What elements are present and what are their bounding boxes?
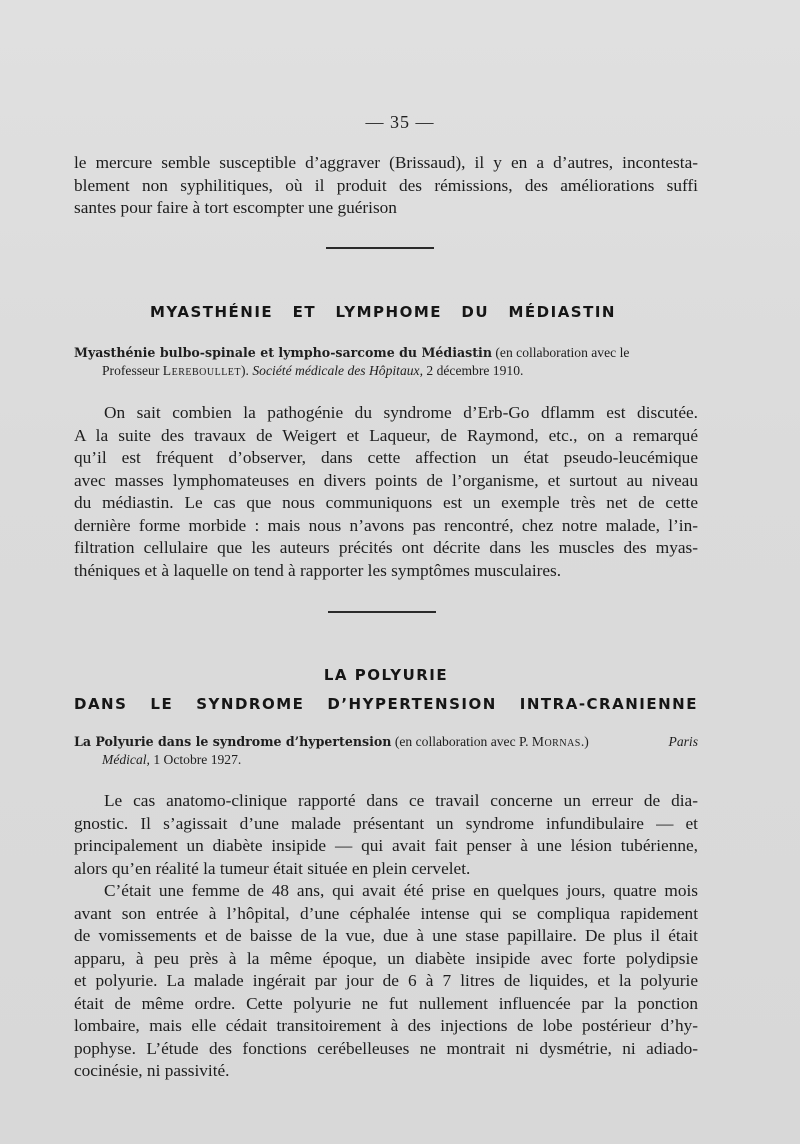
text-line: théniques et à laquelle on tend à rapporter les symptômes musculaires.: [74, 560, 562, 580]
reference-journal: Paris: [668, 734, 698, 749]
reference-journal: Société médicale des Hôpitaux,: [252, 363, 423, 378]
text-line: Le cas anatomo-clinique rapporté dans ce travail concerne un erreur de dia-: [104, 791, 698, 810]
section-divider: [326, 247, 434, 249]
section-heading-polyurie-line1: [74, 666, 698, 684]
heading-word: LE: [150, 695, 174, 713]
body-paragraph-polyurie-2: [74, 880, 698, 1083]
text-line: A la suite des travaux de Weigert et Laqueur, de Raymond, etc., on a remarqué: [74, 425, 698, 445]
text-line: était de même ordre. Cette polyurie ne fut nullement influencée par la ponction: [74, 993, 698, 1013]
text-line: gnostic. Il s’agissait d’une malade présentant un syndrome infundibulaire — et: [74, 813, 698, 833]
heading-word: D’HYPERTENSION: [327, 695, 497, 713]
intro-paragraph: [74, 152, 698, 220]
text-line: blement non syphilitiques, où il produit des rémissions, des améliorations suffi: [74, 175, 698, 195]
reference-title: Myasthénie bulbo-spinale et lympho-sarcome du Médiastin: [74, 345, 492, 360]
text-line: dernière forme morbide : mais nous n’avons pas rencontré, chez notre malade, l’in-: [74, 515, 698, 535]
reference-journal: Médical,: [102, 752, 150, 767]
text-line: pophyse. L’étude des fonctions cerébelleuses ne montrait ni dysmétrie, ni adiado-: [74, 1038, 698, 1058]
heading-word: ET: [292, 303, 317, 321]
text-line: C’était une femme de 48 ans, qui avait été prise en quelques jours, quatre mois: [104, 881, 698, 900]
section-divider: [328, 611, 436, 613]
heading-word: LYMPHOME: [335, 303, 442, 321]
reference-text: .): [580, 734, 589, 749]
reference-text: Professeur: [102, 363, 163, 378]
reference-author: Mornas: [531, 734, 581, 749]
heading-word: MYASTHÉNIE: [150, 303, 274, 321]
reference-date: 2 décembre 1910.: [422, 363, 524, 378]
text-line: santes pour faire à tort escompter une guérison: [74, 198, 397, 217]
text-line: principalement un diabète insipide — qui avait fait penser à une lésion tubérienne,: [74, 836, 698, 855]
heading-word: INTRA-CRANIENNE: [519, 695, 698, 713]
text-line: le mercure semble susceptible d’aggraver (Brissaud), il y en a d’autres, incontesta-: [74, 153, 698, 172]
text-line: avec masses lymphomateuses en divers points de l’organisme, et surtout au niveau: [74, 470, 698, 490]
heading-word: DANS: [74, 695, 128, 713]
text-line: apparu, à peu près à la même époque, un diabète insipide avec forte polydipsie: [74, 948, 698, 968]
body-paragraph-myasthenie: [74, 402, 698, 582]
reference-text: ).: [241, 363, 253, 378]
reference-author: Lereboullet: [162, 363, 242, 378]
heading-word: LA POLYURIE: [323, 666, 449, 684]
heading-word: DU: [461, 303, 490, 321]
reference-text: (en collaboration avec P.: [391, 734, 532, 749]
page-number: — 35 —: [365, 112, 435, 132]
section-heading-myasthenie: [150, 303, 616, 321]
reference-title: La Polyurie dans le syndrome d’hypertension: [74, 734, 392, 749]
text-line: cocinésie, ni passivité.: [74, 1061, 230, 1080]
text-line: lombaire, mais elle cédait transitoirement à des injections de lobe postérieur d’hy-: [74, 1016, 698, 1035]
heading-word: MÉDIASTIN: [508, 303, 616, 321]
reference-myasthenie: [74, 344, 698, 380]
text-line: avant son entrée à l’hôpital, d’une céphalée intense qui se compliqua rapidement: [74, 903, 698, 923]
reference-date: 1 Octobre 1927.: [149, 752, 242, 767]
section-heading-polyurie-line2: [74, 695, 698, 713]
text-line: de vomissements et de baisse de la vue, due à une stase papillaire. De plus il était: [74, 926, 698, 945]
heading-word: SYNDROME: [196, 695, 305, 713]
reference-polyurie: [74, 733, 698, 769]
text-line: qu’il est fréquent d’observer, dans cette affection un état pseudo-leucémique: [74, 448, 698, 467]
text-line: filtration cellulaire que les auteurs précités ont décrite dans les muscles des myas-: [74, 538, 698, 557]
text-line: et polyurie. La malade ingérait par jour de 6 à 7 litres de liquides, et la polyurie: [74, 971, 698, 990]
text-line: On sait combien la pathogénie du syndrome d’Erb-Go dflamm est discutée.: [104, 403, 698, 422]
reference-collab: (en collaboration avec le: [492, 345, 630, 360]
body-paragraph-polyurie-1: [74, 790, 698, 880]
text-line: du médiastin. Le cas que nous communiquons est un exemple très net de cette: [74, 493, 698, 512]
text-line: alors qu’en réalité la tumeur était située en plein cervelet.: [74, 858, 471, 878]
